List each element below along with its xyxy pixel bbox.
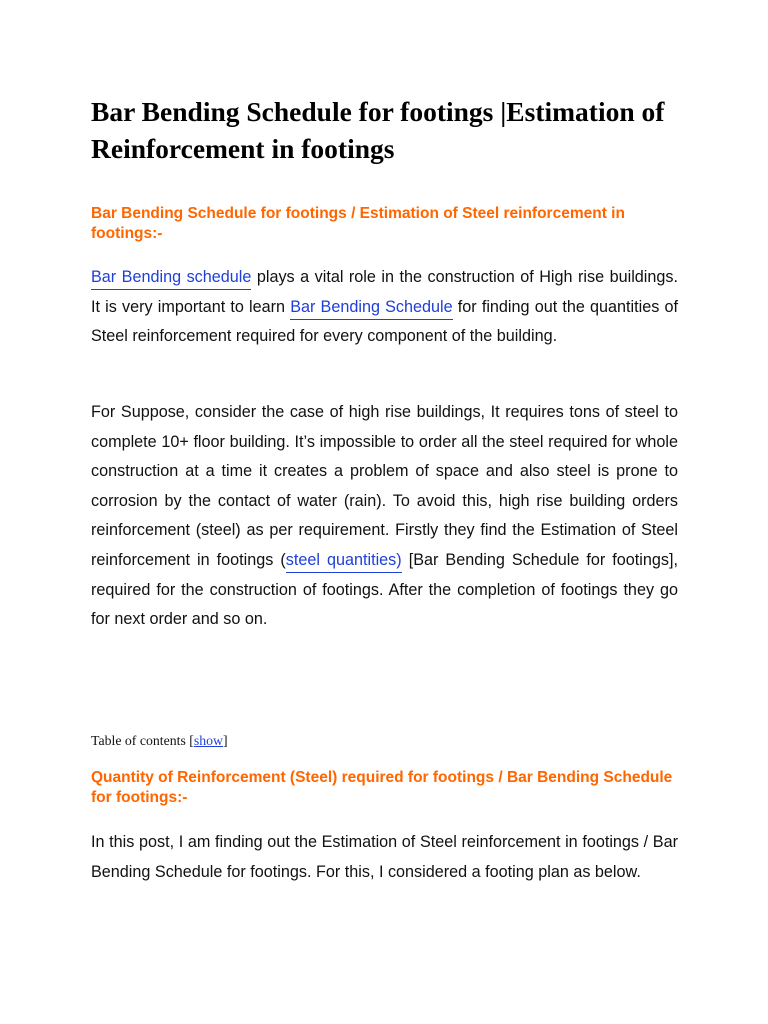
suppose-text-1: For Suppose, consider the case of high rise buildings, It requires tons of steel to complete 10+ floor building. It’s impossible to order all the steel required for whole construction at a time it creates a problem of space and also steel is prone to corrosion by the contact of water (rain). To avoid this, high rise building orders reinforcement (steel) as per requirement. Firstly they find the Estimation of Steel reinforcement in footings (: [91, 403, 678, 569]
intro-paragraph: [91, 263, 678, 352]
bar-bending-schedule-link-2[interactable]: Bar Bending Schedule: [290, 298, 452, 320]
toc-label: Table of contents [: [91, 733, 194, 748]
steel-quantities-link[interactable]: steel quantities): [286, 551, 402, 573]
toc-show-link[interactable]: show: [193, 733, 223, 748]
section-heading-quantity: Quantity of Reinforcement (Steel) required for footings / Bar Bending Schedule for footings:-: [91, 769, 673, 806]
toc-close-bracket: ]: [223, 733, 228, 748]
suppose-paragraph: [91, 398, 678, 635]
table-of-contents: [91, 731, 228, 751]
intro-text-1: plays a vital role in the construction of High rise buildings. It is very important to learn: [91, 268, 678, 316]
section-heading-bbs-footings: Bar Bending Schedule for footings / Estimation of Steel reinforcement in footings:-: [91, 205, 625, 242]
bar-bending-schedule-link[interactable]: Bar Bending schedule: [91, 268, 251, 290]
post-intro-paragraph: In this post, I am finding out the Estimation of Steel reinforcement in footings / Bar Bending Schedule for footings. For this, I considered a footing plan as below.: [91, 833, 678, 881]
page-title: Bar Bending Schedule for footings |Estimation of Reinforcement in footings: [91, 96, 665, 164]
suppose-text-2: [Bar Bending Schedule for footings], required for the construction of footings. After the completion of footings they go for next order and so on.: [91, 550, 678, 629]
intro-text-2: for finding out the quantities of Steel reinforcement required for every component of the building.: [91, 297, 678, 346]
